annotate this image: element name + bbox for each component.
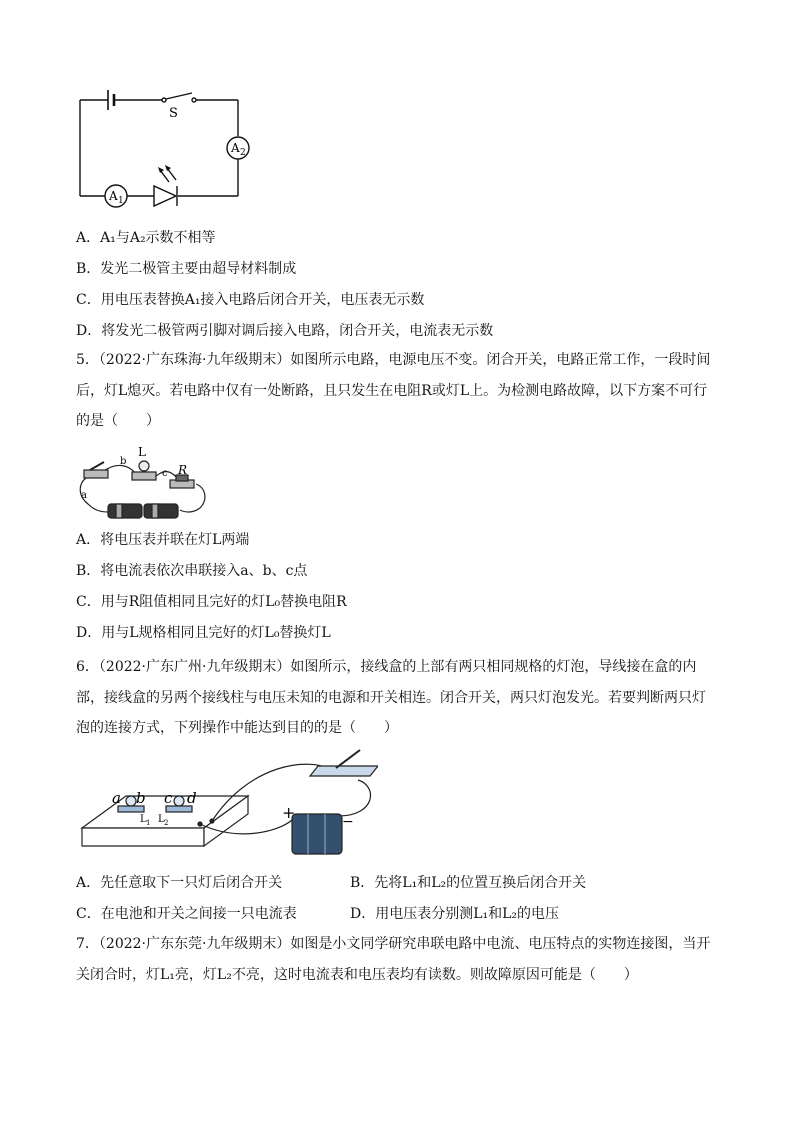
q6-lamp1-sub: 1 xyxy=(146,819,151,827)
q4-ammeter1-sub: 1 xyxy=(118,196,124,206)
q5-option-a: A．将电压表并联在灯L两端 xyxy=(76,532,250,548)
q7-stem: 7．（2022·广东东莞·九年级期末）如图是小文同学研究串联电路中电流、电压特点的实物连接图，当开关闭合时，灯L₁亮，灯L₂不亮，这时电流表和电压表均有读数。则故障原因可能是（ ） xyxy=(76,936,711,983)
q4-ammeter1-label: A xyxy=(109,189,118,203)
q5-point-a: a xyxy=(81,490,87,501)
q6-lamp2-label: L xyxy=(158,814,165,825)
q5-point-b: b xyxy=(120,456,127,467)
q6-plus-sign: + xyxy=(282,803,296,822)
q4-ammeter2-sub: 2 xyxy=(240,148,246,158)
q6-minus-sign: − xyxy=(342,814,354,830)
q6-option-b: B．先将L₁和L₂的位置互换后闭合开关 xyxy=(350,875,587,891)
q5-stem: 5．（2022·广东珠海·九年级期末）如图所示电路，电源电压不变。闭合开关，电路正常工作，一段时间后，灯L熄灭。若电路中仅有一处断路，且只发生在电阻R或灯L上。为检测电路故障，以下方案不可行的是（ ） xyxy=(76,352,711,429)
q5-option-b: B．将电流表依次串联接入a、b、c点 xyxy=(76,563,308,579)
q6-apparatus-figure xyxy=(78,746,378,860)
q6-terminal-b: b xyxy=(136,789,146,807)
q6-option-a: A．先任意取下一只灯后闭合开关 xyxy=(76,875,283,891)
q5-option-c: C．用与R阻值相同且完好的灯L₀替换电阻R xyxy=(76,594,347,610)
q4-option-a: A．A₁与A₂示数不相等 xyxy=(76,230,216,246)
q4-option-c: C．用电压表替换A₁接入电路后闭合开关，电压表无示数 xyxy=(76,292,425,308)
q6-option-c: C．在电池和开关之间接一只电流表 xyxy=(76,906,297,922)
q6-lamp1-label: L xyxy=(140,814,147,825)
q5-point-c: c xyxy=(162,468,168,479)
q4-option-d: D．将发光二极管两引脚对调后接入电路，闭合开关，电流表无示数 xyxy=(76,323,494,339)
q6-lamp2-sub: 2 xyxy=(164,819,169,827)
q5-circuit-figure xyxy=(72,444,212,522)
q6-terminal-c: c xyxy=(164,789,173,807)
q6-option-d: D．用电压表分别测L₁和L₂的电压 xyxy=(350,906,560,922)
q5-option-d: D．用与L规格相同且完好的灯L₀替换灯L xyxy=(76,625,331,641)
q6-terminal-a: a xyxy=(112,789,121,807)
q4-ammeter2-label: A xyxy=(231,141,240,155)
q4-circuit-figure xyxy=(70,82,260,214)
q5-resistor-label: R xyxy=(178,463,188,477)
q5-lamp-label: L xyxy=(138,445,146,459)
q6-terminal-d: d xyxy=(187,789,197,807)
q4-switch-label: S xyxy=(169,106,178,121)
q4-option-b: B．发光二极管主要由超导材料制成 xyxy=(76,261,297,277)
q6-stem: 6．（2022·广东广州·九年级期末）如图所示，接线盒的上部有两只相同规格的灯泡，导线接在盒的内部，接线盒的另两个接线柱与电压未知的电源和开关相连。闭合开关，两只灯泡发光。若要判断两只灯泡的连接方式，下列操作中能达到目的的是（ ） xyxy=(76,659,706,736)
